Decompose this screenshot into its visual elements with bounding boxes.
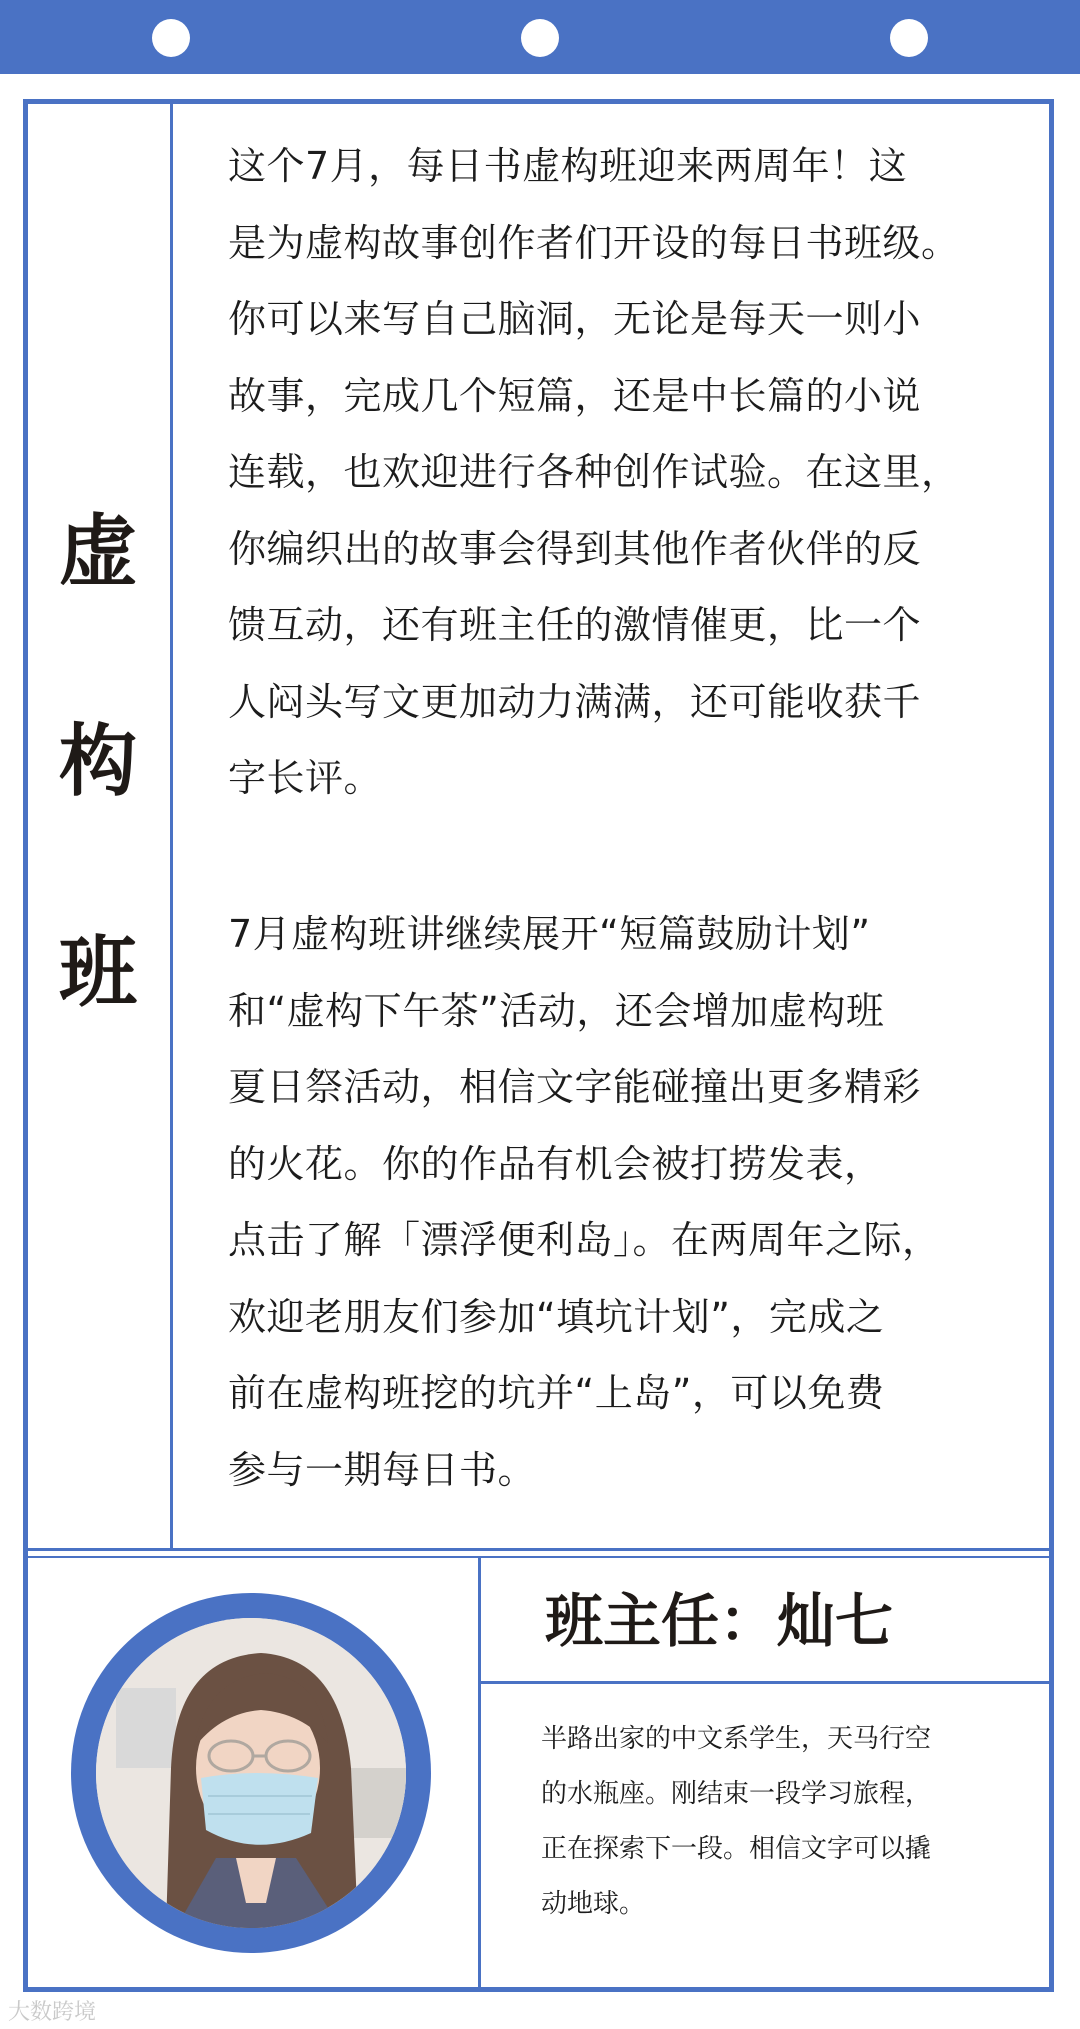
text-line: 7月虚构班讲继续展开“短篇鼓励计划” xyxy=(228,912,871,956)
avatar-photo xyxy=(96,1618,406,1928)
binder-hole xyxy=(152,19,190,57)
text-line: 你可以来写自己脑洞，无论是每天一则小 xyxy=(228,297,922,341)
avatar xyxy=(96,1618,406,1928)
side-column-divider xyxy=(170,103,173,1549)
teacher-title: 班主任：灿七 xyxy=(545,1587,894,1655)
teacher-column-divider xyxy=(478,1556,481,1988)
binder-hole xyxy=(521,19,559,57)
text-line: 参与一期每日书。 xyxy=(228,1447,537,1492)
intro-paragraph xyxy=(228,128,1038,817)
bio-line: 的水瓶座。刚结束一段学习旅程， xyxy=(541,1779,932,1809)
text-line: 人闷头写文更加动力满满，还可能收获千 xyxy=(228,679,922,724)
text-line: 这个7月，每日书虚构班迎来两周年！这 xyxy=(228,144,908,188)
side-title-char: 班 xyxy=(58,927,137,1018)
binder-hole xyxy=(890,19,928,57)
bio-line: 正在探索下一段。相信文字可以撬 xyxy=(541,1834,932,1864)
top-banner-bar xyxy=(0,0,1080,74)
bio-line: 半路出家的中文系学生，天马行空 xyxy=(541,1724,932,1754)
section-divider-bottom xyxy=(27,1556,1050,1558)
text-line: 和“虚构下午茶”活动，还会增加虚构班 xyxy=(228,988,885,1033)
teacher-bio xyxy=(541,1712,1021,1932)
text-line[interactable]: 点击了解「漂浮便利岛」。在两周年之际， xyxy=(228,1218,941,1262)
text-line: 你编织出的故事会得到其他作者伙伴的反 xyxy=(228,526,922,571)
text-line: 前在虚构班挖的坑并“上岛”，可以免费 xyxy=(228,1371,885,1415)
section-divider-top xyxy=(27,1548,1050,1551)
text-line: 馈互动，还有班主任的激情催更，比一个 xyxy=(228,603,922,647)
watermark: 大数跨境 xyxy=(8,2000,97,2025)
text-line: 字长评。 xyxy=(228,756,383,800)
text-line: 欢迎老朋友们参加“填坑计划”，完成之 xyxy=(228,1294,885,1339)
bio-line: 动地球。 xyxy=(541,1889,646,1919)
text-line: 故事，完成几个短篇，还是中长篇的小说 xyxy=(228,373,922,418)
activity-paragraph xyxy=(228,896,1038,1508)
side-title-char: 虚 xyxy=(58,506,137,597)
teacher-title-divider xyxy=(481,1681,1050,1684)
text-line: 的火花。你的作品有机会被打捞发表， xyxy=(228,1141,883,1186)
text-line: 夏日祭活动，相信文字能碰撞出更多精彩 xyxy=(228,1065,922,1109)
text-line: 是为虚构故事创作者们开设的每日书班级。 xyxy=(228,220,960,265)
side-title-char: 构 xyxy=(58,716,137,807)
text-line: 连载，也欢迎进行各种创作试验。在这里， xyxy=(228,450,960,494)
